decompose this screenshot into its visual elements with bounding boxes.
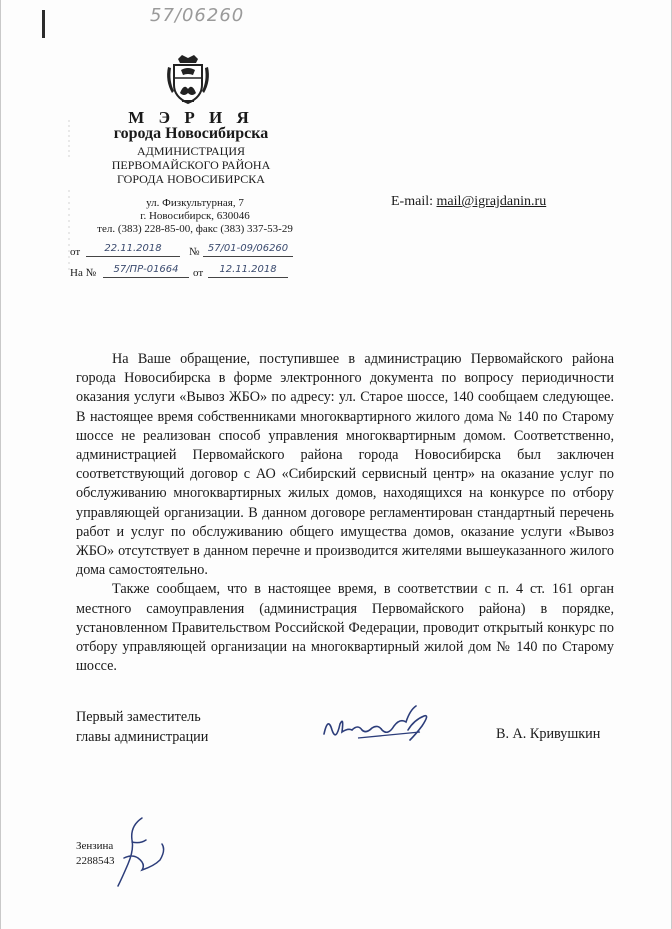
reference-number: 57/ПР-01664 (103, 264, 189, 278)
registration-from-label: от (70, 246, 81, 258)
address-city: г. Новосибирск, 630046 (140, 210, 250, 222)
letter-body (76, 350, 614, 676)
novosibirsk-coat-of-arms-icon (162, 53, 214, 105)
email-link[interactable]: mail@igrajdanin.ru (436, 194, 547, 209)
org-line-district: ПЕРВОМАЙСКОГО РАЙОНА (111, 158, 271, 172)
executor-name: Зензина (76, 840, 114, 852)
org-city: города Новосибирска (113, 125, 269, 142)
org-line-administration: АДМИНИСТРАЦИЯ (137, 144, 245, 158)
handwritten-signature-icon (318, 700, 438, 750)
signatory-position-line-1: Первый заместитель (76, 709, 201, 725)
email-label: E-mail: (391, 194, 433, 209)
scan-edge-left (0, 0, 1, 929)
address-phone: тел. (383) 228-85-00, факс (383) 337-53-29 (97, 223, 293, 235)
org-line-city: ГОРОДА НОВОСИБИРСКА (117, 172, 265, 186)
executor-phone: 2288543 (76, 855, 115, 867)
registration-date: 22.11.2018 (86, 243, 180, 257)
signatory-position (76, 708, 208, 747)
body-paragraph-2: Также сообщаем, что в настоящее время, в соответствии с п. 4 ст. 161 орган местного самоуправления (администрация Первомайского района) в порядке, установленном Правительством Российской Федерации, проводит открытый конкурс по отбору управляющей организации на многоквартирный жилой дом № 140 по Старому шоссе. (76, 581, 614, 675)
signatory-name: В. А. Кривушкин (496, 726, 601, 742)
reference-from-label: от (193, 267, 204, 279)
address-street: ул. Физкультурная, 7 (146, 197, 244, 209)
recipient-email-line (391, 194, 546, 210)
incoming-stamp-number: 57/06260 (150, 5, 245, 26)
signatory-position-line-2: главы администрации (76, 728, 209, 745)
handwritten-initials-icon (102, 814, 172, 889)
body-paragraph-1: На Ваше обращение, поступившее в администрацию Первомайского района города Новосибирска в форме электронного документа по вопросу периодичности оказания услуги «Вывоз ЖБО» по адресу: ул. Старое шоссе, 140 сообщаем следующее. В настоящее время собственниками многоквартирного жилого дома № 140 по Старому шоссе не реализован способ управления многоквартирным домом. Соответственно, администрацией Первомайского района города Новосибирска был заключен соответствующий договор с АО «Сибирский сервисный центр» на оказание услуг по обслуживанию многоквартирных жилых домов, находящихся на конкурсе по отбору управляющей организации. В данном договоре регламентирован стандартный перечень работ и услуг по обслуживанию общего имущества домов, оказание услуги «Вывоз ЖБО» отсутствует в данном перечне и производится жителями вышеуказанного жилого дома самостоятельно. (76, 351, 614, 579)
registration-number-label: № (189, 246, 200, 258)
reference-label: На № (70, 267, 97, 279)
org-title: М Э Р И Я (128, 108, 254, 127)
reference-date: 12.11.2018 (208, 264, 288, 278)
registration-number: 57/01-09/06260 (203, 243, 293, 257)
margin-mark (42, 10, 45, 38)
